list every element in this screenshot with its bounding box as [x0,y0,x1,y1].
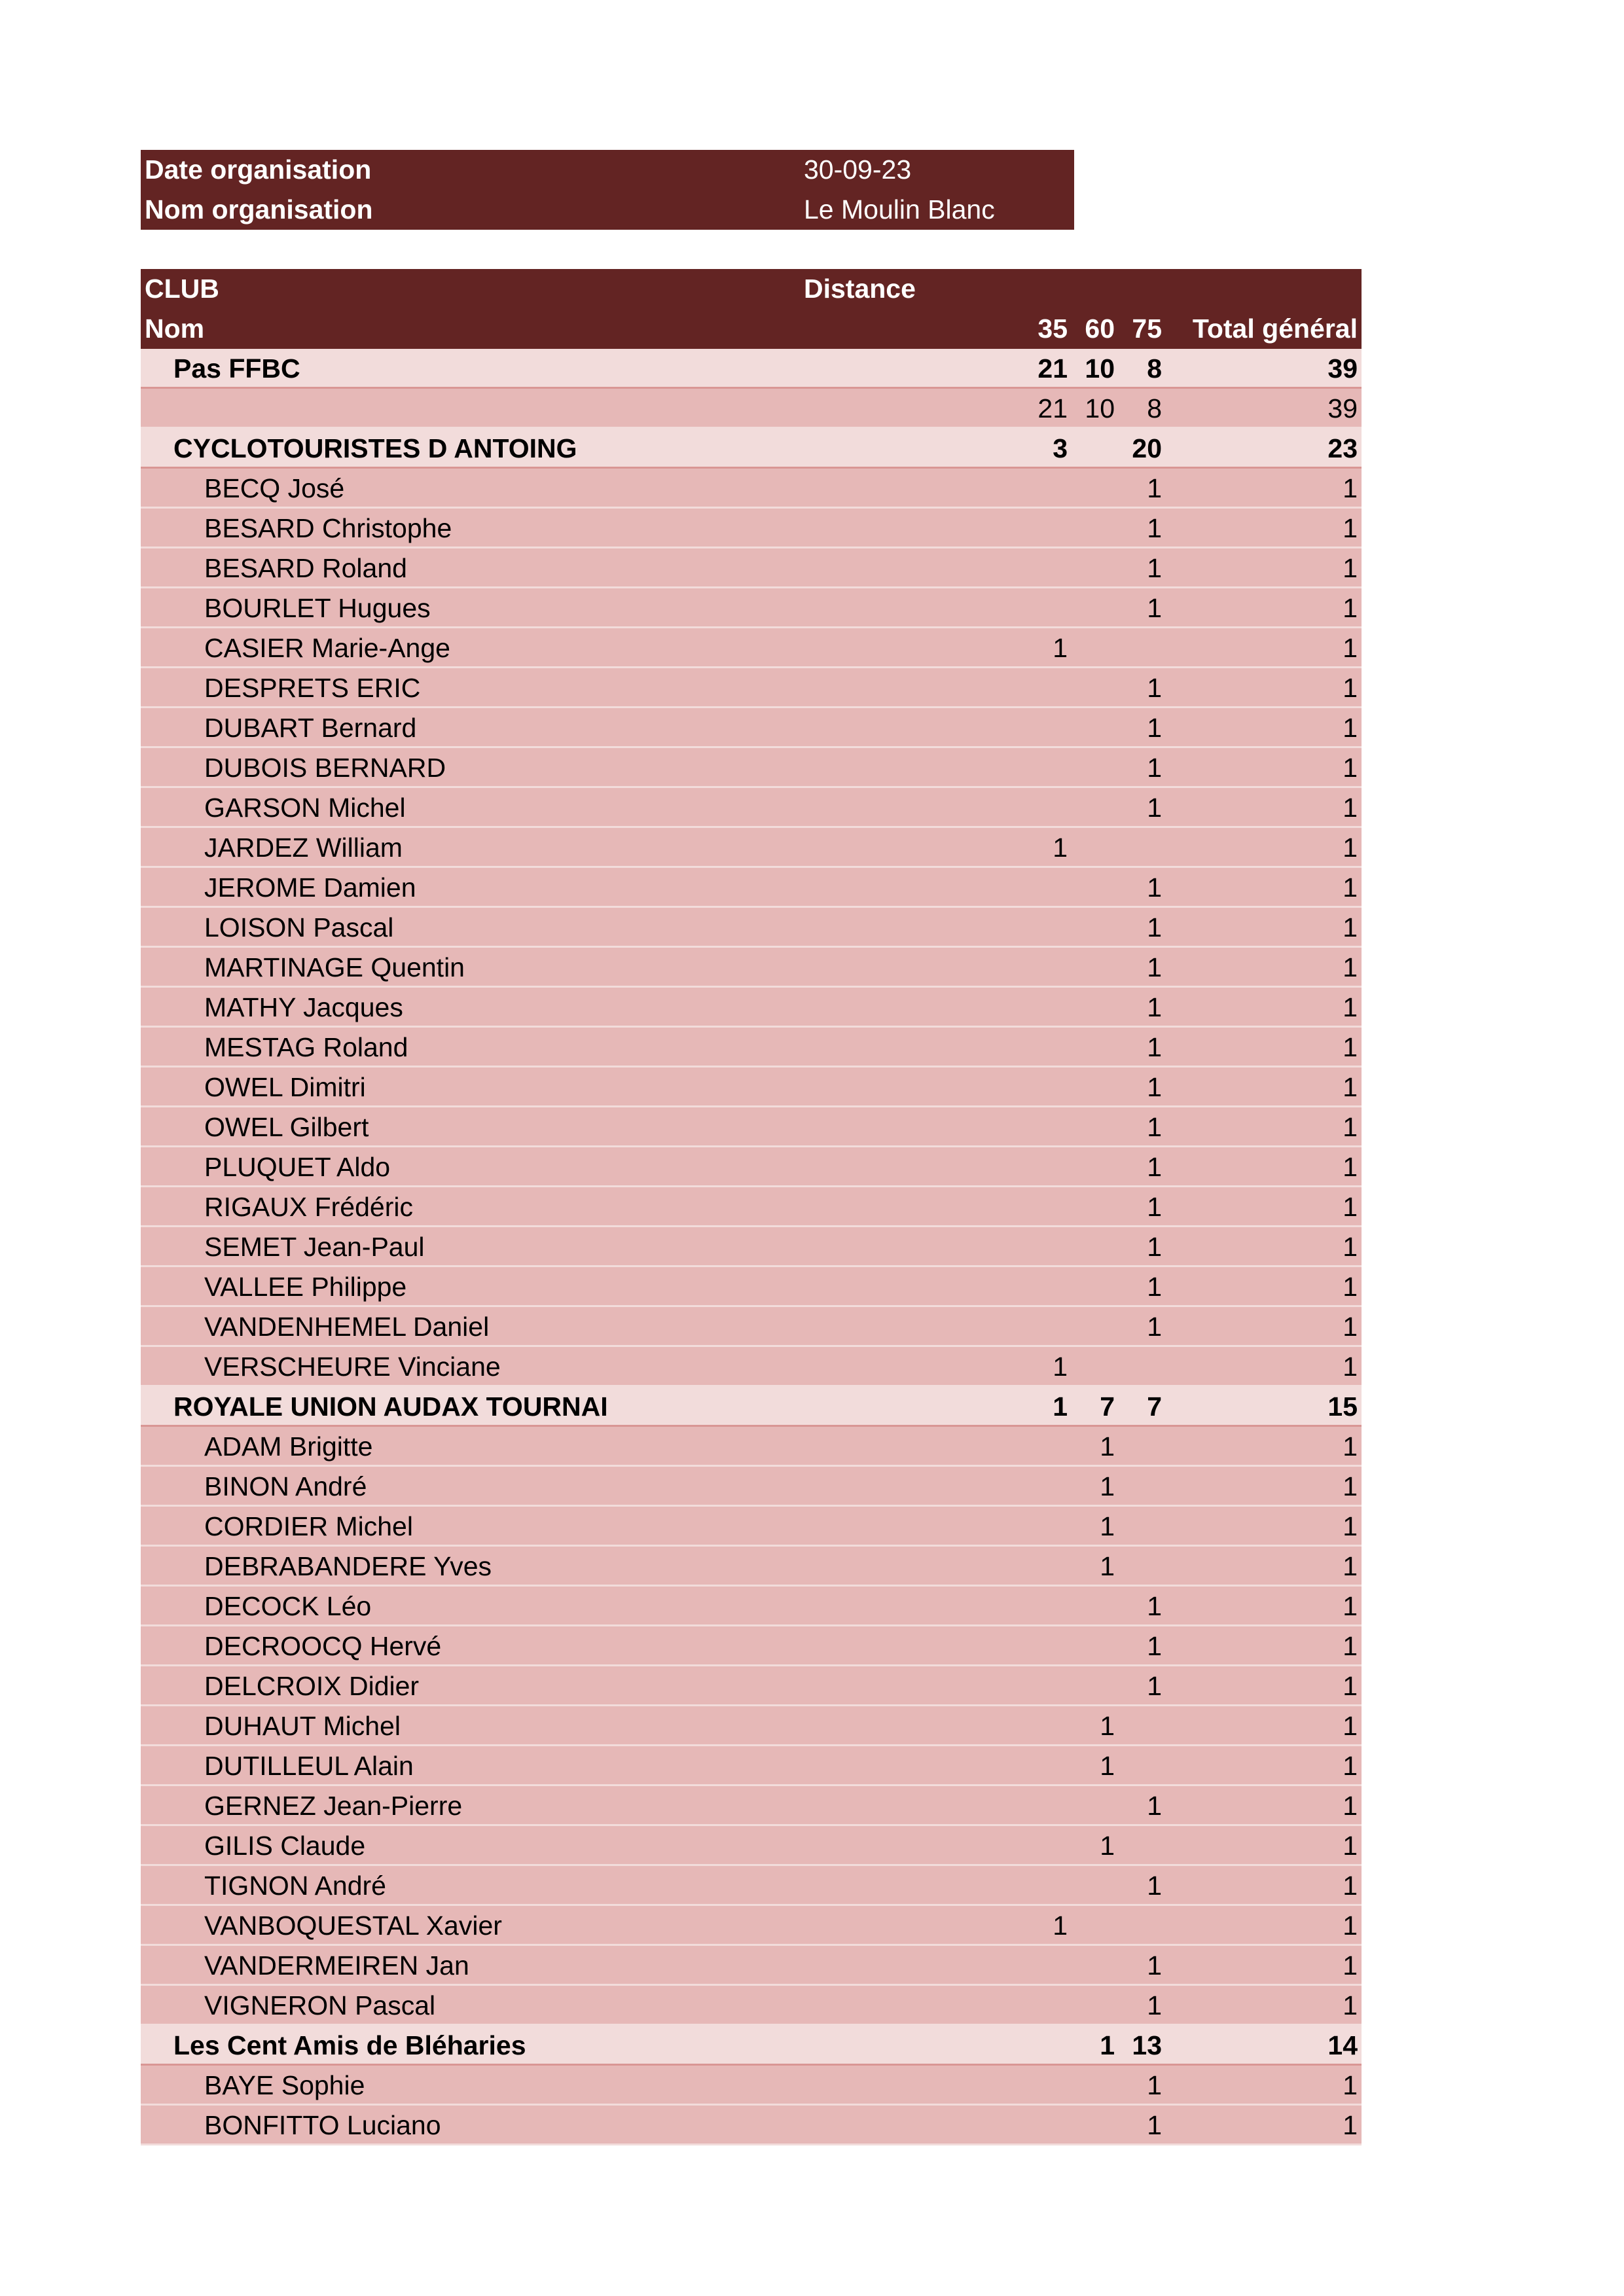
row-name: BECQ José [204,473,345,503]
row-value-75: 8 [1147,353,1162,384]
row-name: GARSON Michel [204,793,406,823]
row-total: 1 [1343,833,1358,863]
member-row [141,1866,1362,1906]
header-total: Total général [1192,314,1358,344]
row-name: CORDIER Michel [204,1511,413,1541]
member-row [141,1906,1362,1946]
row-total: 1 [1343,872,1358,903]
row-name: RIGAUX Frédéric [204,1192,413,1222]
member-row [141,1786,1362,1826]
row-value-75: 7 [1147,1391,1162,1422]
member-row [141,1507,1362,1547]
member-row [141,668,1362,708]
row-name: CYCLOTOURISTES D ANTOING [173,433,577,463]
date-row [141,150,1074,190]
row-name: DESPRETS ERIC [204,673,421,703]
row-total: 1 [1343,1272,1358,1302]
row-name: OWEL Gilbert [204,1112,369,1142]
member-row [141,1028,1362,1067]
row-total: 14 [1327,2030,1358,2060]
row-value-75: 1 [1147,593,1162,623]
row-name: MARTINAGE Quentin [204,952,465,982]
row-value-75: 1 [1147,473,1162,503]
member-row [141,1946,1362,1986]
row-value-35: 3 [1053,433,1068,463]
member-row [141,828,1362,868]
row-value-35: 1 [1053,833,1068,863]
row-value-35: 1 [1053,1391,1068,1422]
row-name: TIGNON André [204,1871,386,1901]
row-total: 1 [1343,633,1358,663]
header-60: 60 [1085,314,1115,344]
row-total: 1 [1343,1950,1358,1981]
row-value-75: 1 [1147,1591,1162,1621]
row-value-60: 7 [1100,1391,1115,1422]
row-value-75: 1 [1147,2110,1162,2140]
row-value-75: 1 [1147,2070,1162,2100]
row-value-60: 1 [1100,1551,1115,1581]
row-value-75: 1 [1147,1232,1162,1262]
member-row [141,868,1362,908]
row-total: 1 [1343,1671,1358,1701]
row-value-75: 1 [1147,1871,1162,1901]
row-name: DUHAUT Michel [204,1711,401,1741]
row-total: 1 [1343,1471,1358,1501]
member-row [141,708,1362,748]
member-row [141,1307,1362,1347]
row-value-75: 1 [1147,513,1162,543]
row-value-75: 1 [1147,912,1162,942]
row-value-60: 1 [1100,2030,1115,2060]
row-name: VANDENHEMEL Daniel [204,1312,490,1342]
row-value-75: 1 [1147,673,1162,703]
member-row [141,469,1362,509]
row-total: 1 [1343,1711,1358,1741]
club-row [141,349,1362,389]
row-name: MESTAG Roland [204,1032,408,1062]
member-row [141,1587,1362,1626]
row-total: 39 [1327,353,1358,384]
row-name: Les Cent Amis de Bléharies [173,2030,526,2060]
row-value-75: 20 [1132,433,1162,463]
row-value-75: 1 [1147,1791,1162,1821]
member-row [141,1227,1362,1267]
row-name: JEROME Damien [204,872,416,903]
member-row [141,628,1362,668]
row-name: BAYE Sophie [204,2070,365,2100]
member-row [141,1067,1362,1107]
row-name: LOISON Pascal [204,912,394,942]
member-row [141,1746,1362,1786]
row-name: BINON André [204,1471,367,1501]
row-total: 1 [1343,1751,1358,1781]
pivot-table [141,269,1362,2145]
header-row-club [141,269,1362,309]
row-name: SEMET Jean-Paul [204,1232,425,1262]
row-value-60: 1 [1100,1511,1115,1541]
row-name: DECROOCQ Hervé [204,1631,442,1661]
row-value-75: 1 [1147,952,1162,982]
row-name: MATHY Jacques [204,992,403,1022]
member-row [141,1267,1362,1307]
header-35: 35 [1038,314,1068,344]
row-value-35: 1 [1053,1352,1068,1382]
member-row [141,948,1362,988]
row-value-60: 10 [1085,353,1115,384]
row-total: 1 [1343,1352,1358,1382]
header-distance: Distance [804,274,916,304]
row-value-75: 1 [1147,1072,1162,1102]
row-name: BONFITTO Luciano [204,2110,441,2140]
row-name: VANDERMEIREN Jan [204,1950,469,1981]
member-row [141,1626,1362,1666]
row-total: 1 [1343,1312,1358,1342]
member-row [141,548,1362,588]
row-value-75: 8 [1147,393,1162,423]
row-total: 1 [1343,793,1358,823]
row-value-60: 1 [1100,1831,1115,1861]
row-value-60: 10 [1085,393,1115,423]
row-name: BOURLET Hugues [204,593,431,623]
row-name: VALLEE Philippe [204,1272,407,1302]
row-name: DUBART Bernard [204,713,417,743]
row-value-75: 1 [1147,753,1162,783]
row-name: BESARD Roland [204,553,407,583]
row-value-75: 1 [1147,1671,1162,1701]
row-total: 1 [1343,753,1358,783]
row-total: 1 [1343,673,1358,703]
row-total: 1 [1343,992,1358,1022]
row-value-75: 1 [1147,553,1162,583]
row-value-75: 1 [1147,1152,1162,1182]
member-row [141,1147,1362,1187]
row-value-60: 1 [1100,1471,1115,1501]
row-total: 23 [1327,433,1358,463]
name-label: Nom organisation [145,194,373,224]
member-row [141,788,1362,828]
row-value-75: 1 [1147,1990,1162,2020]
row-total: 1 [1343,1591,1358,1621]
organisation-info [141,150,1074,230]
member-row [141,1347,1362,1387]
member-row [141,1467,1362,1507]
row-total: 1 [1343,1232,1358,1262]
header-nom: Nom [145,314,205,344]
row-total: 1 [1343,1192,1358,1222]
row-total: 1 [1343,1112,1358,1142]
member-row [141,588,1362,628]
member-row [141,2066,1362,2106]
row-name: DUBOIS BERNARD [204,753,446,783]
row-total: 1 [1343,1871,1358,1901]
row-name: Pas FFBC [173,353,300,384]
row-name: DUTILLEUL Alain [204,1751,414,1781]
row-value-75: 1 [1147,1112,1162,1142]
row-total: 1 [1343,713,1358,743]
row-value-75: 1 [1147,1032,1162,1062]
row-total: 15 [1327,1391,1358,1422]
table-header [141,269,1362,349]
row-value-75: 1 [1147,992,1162,1022]
row-value-60: 1 [1100,1711,1115,1741]
member-row [141,1826,1362,1866]
row-total: 1 [1343,912,1358,942]
name-value: Le Moulin Blanc [804,194,995,224]
row-name: GILIS Claude [204,1831,366,1861]
row-value-60: 1 [1100,1431,1115,1462]
row-total: 1 [1343,1831,1358,1861]
row-value-35: 21 [1038,353,1068,384]
row-total: 39 [1327,393,1358,423]
member-row [141,509,1362,548]
member-row [141,1427,1362,1467]
row-total: 1 [1343,952,1358,982]
member-row [141,988,1362,1028]
row-value-75: 1 [1147,1272,1162,1302]
row-name: VANBOQUESTAL Xavier [204,1910,502,1941]
row-total: 1 [1343,1511,1358,1541]
row-name: DELCROIX Didier [204,1671,420,1701]
member-row [141,1107,1362,1147]
member-row [141,1986,1362,2026]
row-total: 1 [1343,2070,1358,2100]
row-name: GERNEZ Jean-Pierre [204,1791,463,1821]
row-total: 1 [1343,1990,1358,2020]
row-total: 1 [1343,2110,1358,2140]
row-name: DEBRABANDERE Yves [204,1551,492,1581]
row-total: 1 [1343,1791,1358,1821]
member-row [141,1547,1362,1587]
row-value-75: 1 [1147,793,1162,823]
row-name: OWEL Dimitri [204,1072,366,1102]
row-name: DECOCK Léo [204,1591,372,1621]
row-name: VERSCHEURE Vinciane [204,1352,501,1382]
header-row-nom [141,309,1362,349]
row-name: PLUQUET Aldo [204,1152,391,1182]
row-value-75: 1 [1147,1312,1162,1342]
row-value-35: 21 [1038,393,1068,423]
row-name: JARDEZ William [204,833,403,863]
row-total: 1 [1343,1631,1358,1661]
name-row [141,190,1074,230]
row-value-75: 1 [1147,1950,1162,1981]
member-row [141,1666,1362,1706]
club-row [141,1387,1362,1427]
member-row [141,1706,1362,1746]
club-row [141,2026,1362,2066]
header-club: CLUB [145,274,219,304]
header-75: 75 [1132,314,1162,344]
club-row [141,429,1362,469]
date-value: 30-09-23 [804,154,912,185]
row-total: 1 [1343,1910,1358,1941]
row-total: 1 [1343,473,1358,503]
row-total: 1 [1343,1551,1358,1581]
member-row [141,908,1362,948]
row-value-75: 1 [1147,1192,1162,1222]
row-value-35: 1 [1053,633,1068,663]
row-total: 1 [1343,553,1358,583]
row-name: BESARD Christophe [204,513,452,543]
row-total: 1 [1343,1431,1358,1462]
row-name: CASIER Marie-Ange [204,633,450,663]
row-value-75: 1 [1147,1631,1162,1661]
table-body [141,349,1362,2145]
date-label: Date organisation [145,154,372,185]
row-name: ROYALE UNION AUDAX TOURNAI [173,1391,608,1422]
row-total: 1 [1343,593,1358,623]
row-total: 1 [1343,513,1358,543]
row-total: 1 [1343,1072,1358,1102]
member-row [141,748,1362,788]
row-value-60: 1 [1100,1751,1115,1781]
row-value-75: 13 [1132,2030,1162,2060]
member-row [141,389,1362,429]
row-value-75: 1 [1147,713,1162,743]
member-row [141,1187,1362,1227]
row-name: VIGNERON Pascal [204,1990,436,2020]
row-value-35: 1 [1053,1910,1068,1941]
member-row [141,2106,1362,2145]
row-value-75: 1 [1147,872,1162,903]
row-name: ADAM Brigitte [204,1431,373,1462]
row-total: 1 [1343,1032,1358,1062]
row-total: 1 [1343,1152,1358,1182]
